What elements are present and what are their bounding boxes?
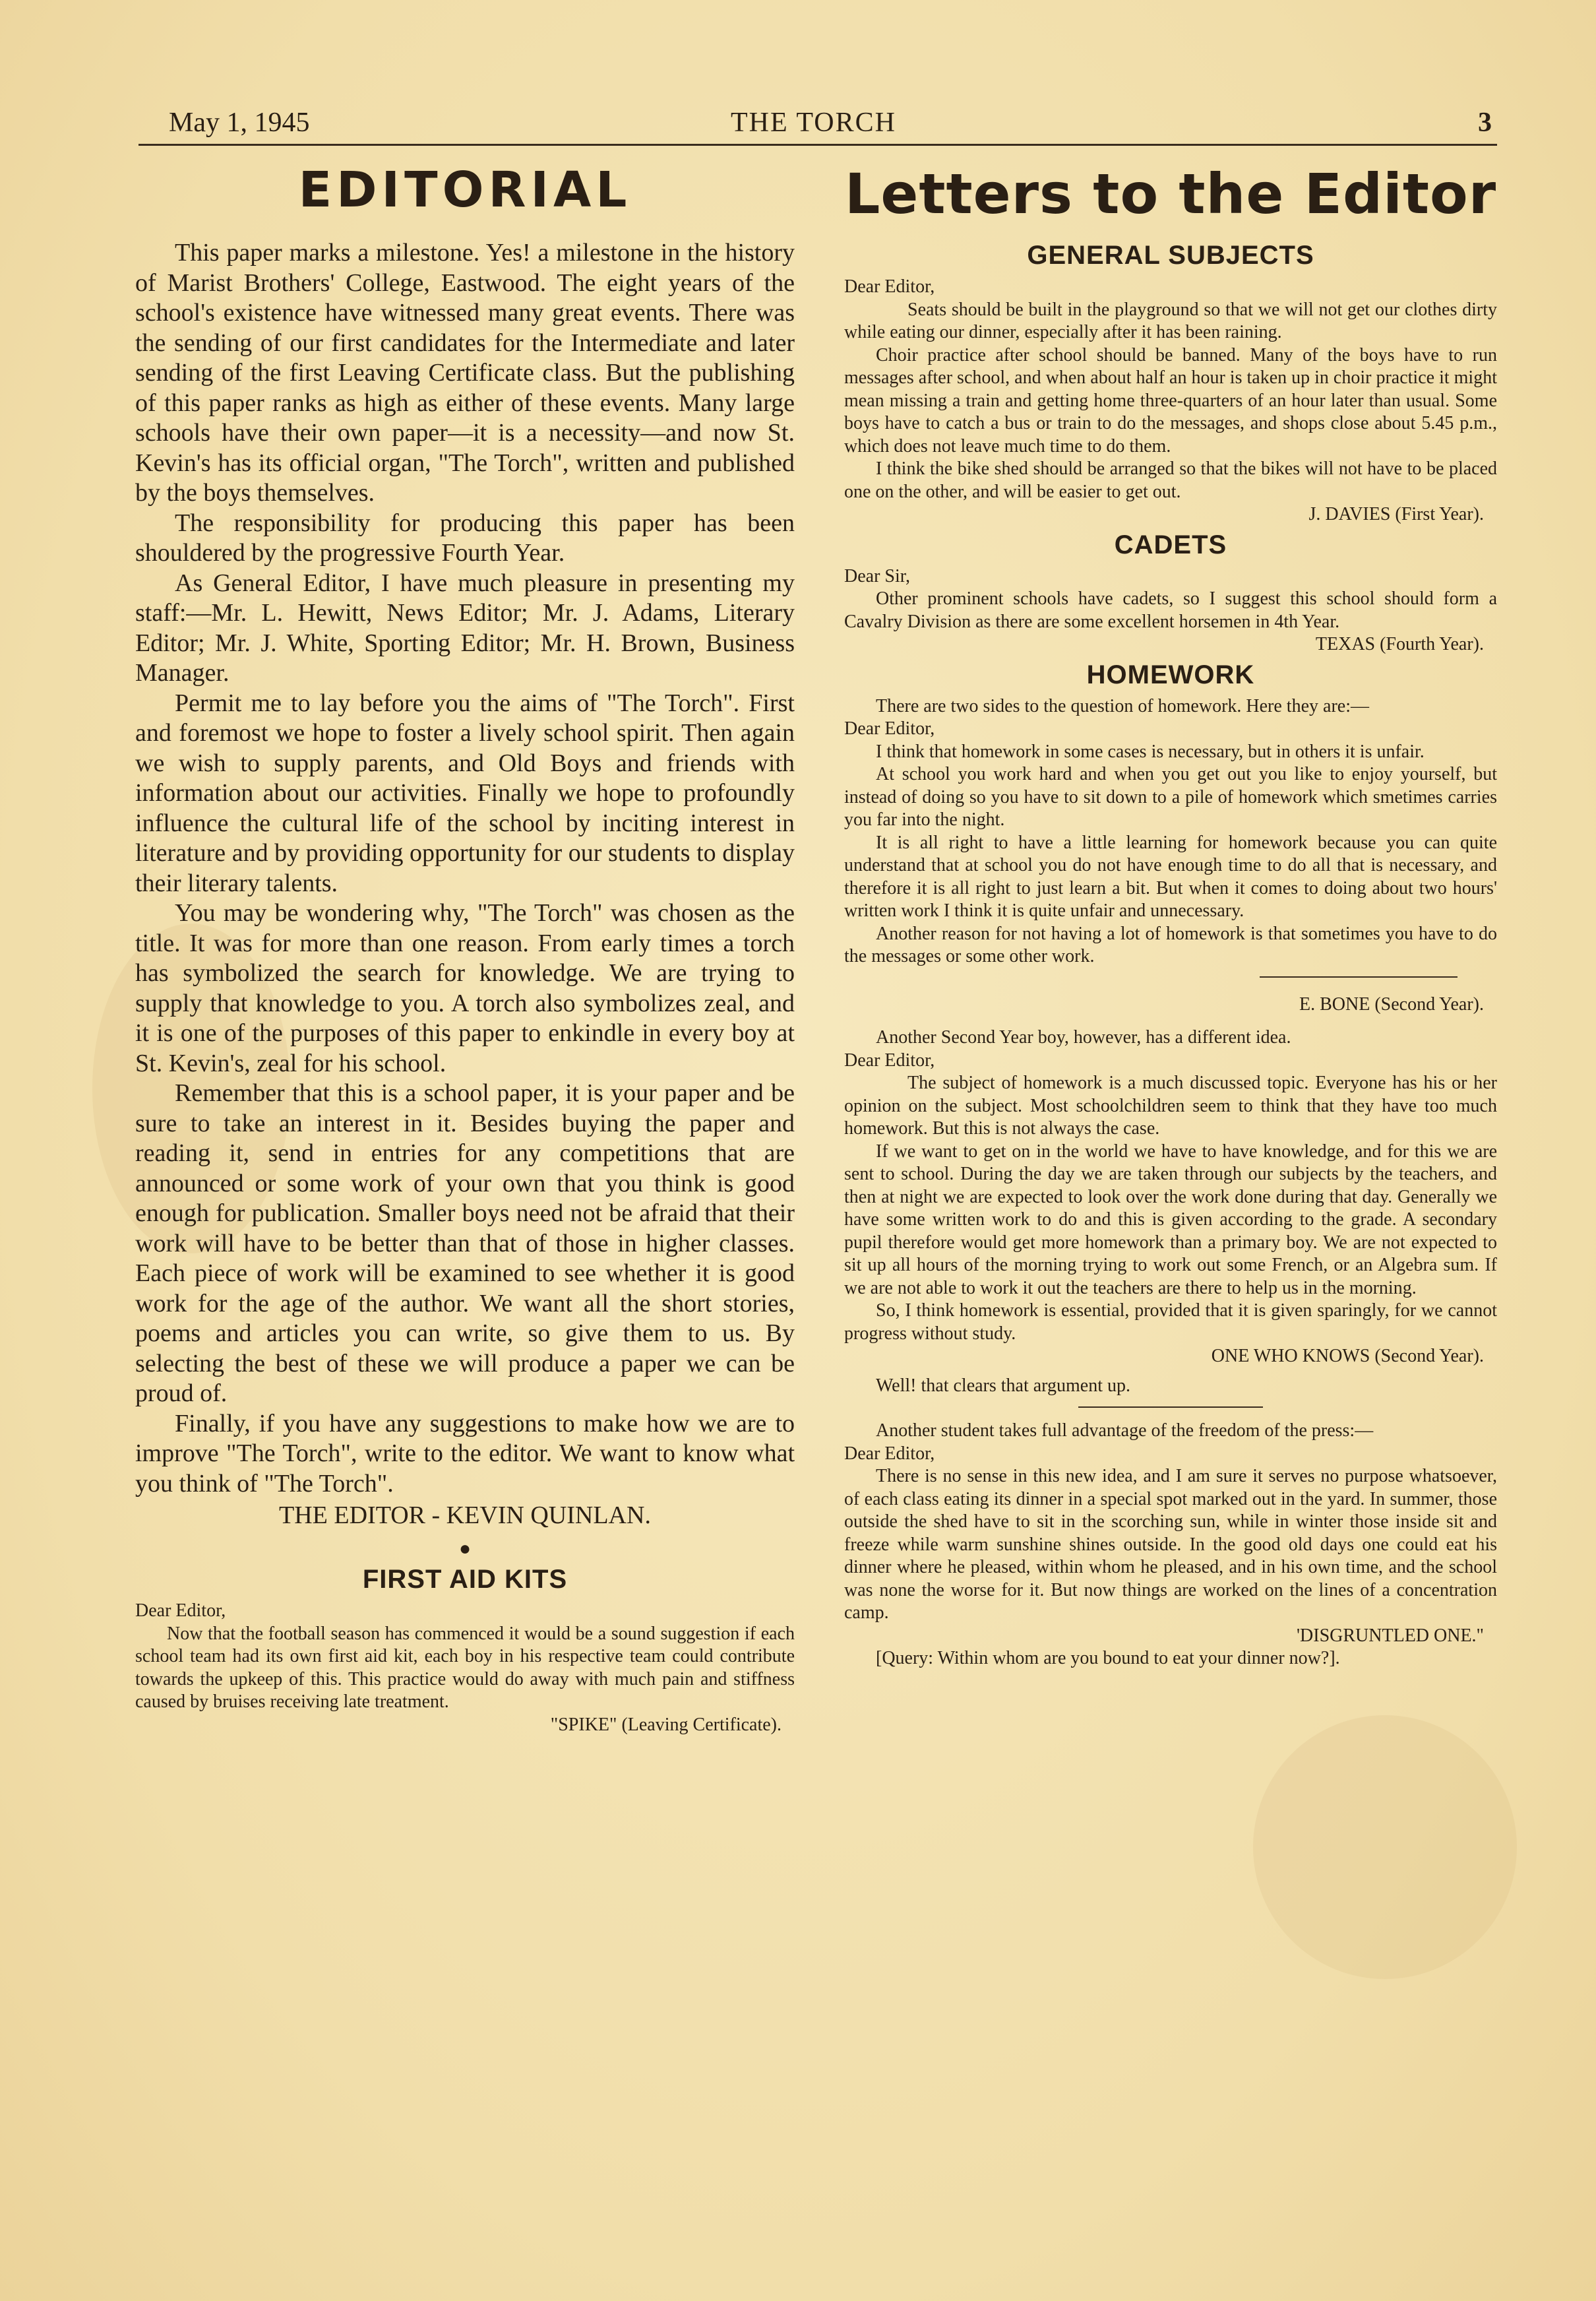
general-subjects-heading: GENERAL SUBJECTS [1027, 241, 1314, 270]
letter-signature: 'DISGRUNTLED ONE." [1296, 1625, 1484, 1646]
letter-paragraph: It is all right to have a little learning for homework because you can quite understand that at school you do not have enough time to do all that is necessary, and therefore it is all right to just learn a bit. But when it comes to doing about two hours' written work I think it is quite unfair and unnecessary. [844, 832, 1497, 921]
letter-paragraph: At school you work hard and when you get out you like to enjoy yourself, but instead of doing so you have to sit down to a pile of homework which smetimes carries you far into the night. [844, 764, 1497, 830]
homework-heading: HOMEWORK [1086, 660, 1255, 689]
letter-paragraph: So, I think homework is essential, provided that it is given sparingly, for we cannot progress without study. [844, 1300, 1497, 1344]
editorial-paragraph: Remember that this is a school paper, it is your paper and be sure to take an interest in it. Besides buying the paper and reading it, send in entries for any competitions that are announced or some work of your own that you think is good enough for publication. Smaller boys need not be afraid that their work will have to be better than that of those in higher classes. Each piece of work will be examined to see whether it is good work for the age of the author. We want all the short stories, poems and articles you can write, so give them to us. By selecting the best of these we will produce a paper we can be proud of. [135, 1079, 795, 1407]
letter-paragraph: I think that homework in some cases is necessary, but in others it is unfair. [876, 741, 1425, 762]
letter-paragraph: Another reason for not having a lot of homework is that sometimes you have to do the messages or some other work. [844, 923, 1497, 966]
homework-letters [844, 695, 1497, 1408]
letter-signature: "SPIKE" (Leaving Certificate). [550, 1714, 782, 1735]
editor-comment: Well! that clears that argument up. [876, 1375, 1130, 1396]
letter-paragraph: Seats should be built in the playground so that we will not get our clothes dirty while eating our dinner, especially after it has been raining. [844, 299, 1497, 342]
letter-paragraph: Choir practice after school should be banned. Many of the boys have to run messages after school, and when about half an hour is taken up in choir practice it might mean missing a train and getting home three-quarters of an hour later than usual. Some boys have to catch a bus or train to do the messages, and shops close about 5.45 p.m., which does not leave much time to do them. [844, 344, 1497, 457]
letter-salutation: Dear Editor, [844, 1443, 935, 1464]
editorial-paragraph: The responsibility for producing this paper has been shouldered by the progressive Fourth Year. [135, 509, 795, 567]
first-aid-heading: FIRST AID KITS [362, 1565, 568, 1594]
editor-query: [Query: Within whom are you bound to eat your dinner now?]. [876, 1648, 1340, 1668]
freedom-letter [844, 1420, 1497, 1670]
masthead [138, 104, 1497, 146]
letter-signature: E. BONE (Second Year). [1299, 993, 1484, 1015]
letter-body: Other prominent schools have cadets, so I suggest this school should form a Cavalry Division as there are some excellent horsemen in 4th Year. [844, 588, 1497, 632]
letter-salutation: Dear Editor, [844, 718, 935, 739]
letter-paragraph: I think the bike shed should be arranged so that the bikes will not have to be placed one on the other, and will be easier to get out. [844, 458, 1497, 502]
letter-body: Now that the football season has commenced it would be a sound suggestion if each school team had its own first aid kit, each boy in his respective team could contribute towards the upkeep of this. This practice would do away with much pain and stiffness caused by bruises receiving late treatment. [135, 1623, 795, 1712]
page-number: 3 [1478, 108, 1492, 138]
letter-signature: J. DAVIES (First Year). [1308, 504, 1484, 524]
letters-column [844, 162, 1497, 1670]
bullet-separator: ● [458, 1538, 472, 1560]
letter-salutation: Dear Editor, [844, 276, 935, 297]
letter-salutation: Dear Editor, [135, 1600, 226, 1621]
section-intro: Another student takes full advantage of the freedom of the press:— [876, 1420, 1374, 1441]
editorial-column [135, 162, 795, 1736]
section-intro: There are two sides to the question of homework. Here they are:— [876, 695, 1369, 716]
editorial-paragraph: Permit me to lay before you the aims of "The Torch". First and foremost we hope to foster a lively school spirit. Then again we wish to supply parents, and Old Boys and friends with information about our activities. Finally we hope to profoundly influence the cultural life of the school by inciting interest in literature and by providing opportunity for our students to display their literary talents. [135, 689, 795, 897]
cadets-heading: CADETS [1114, 530, 1227, 559]
section-intro: Another Second Year boy, however, has a different idea. [876, 1027, 1291, 1048]
newspaper-name: THE TORCH [731, 108, 896, 138]
editorial-paragraph: You may be wondering why, "The Torch" was chosen as the title. It was for more than one reason. From early times a torch has symbolized the search for knowledge. We are trying to supply that knowledge to you. A torch also symbolizes zeal, and it is one of the purposes of this paper to enkindle in every boy at St. Kevin's, zeal for his school. [135, 899, 795, 1077]
divider-rule [1078, 1406, 1263, 1408]
editorial-paragraph: This paper marks a milestone. Yes! a milestone in the history of Marist Brothers' College, Eastwood. The eight years of the school's existence have witnessed many great events. There was the sending of our first candidates for the Intermediate and later sending of the first Leaving Certificate class. But the publishing of this paper ranks as high as either of these events. Many large schools have their own paper—it is a necessity—and now St. Kevin's has its official organ, "The Torch", written and published by the boys themselves. [135, 239, 795, 507]
letter-paragraph: If we want to get on in the world we have to have knowledge, and for this we are sent to school. During the day we are taken through our subjects by the teachers, and then at night we are expected to look over the work done during that day. Generally we have some written work to do and this is given according to the grade. A secondary pupil therefore would get more homework than a primary boy. We are not expected to sit up all hours of the morning trying to work out some French, or an Algebra sum. If we are not able to work it out the teachers are there to help us in the morning. [844, 1141, 1497, 1298]
general-subjects-letter [844, 276, 1497, 526]
letter-signature: TEXAS (Fourth Year). [1315, 634, 1484, 654]
editorial-signature: THE EDITOR - KEVIN QUINLAN. [279, 1501, 651, 1529]
editorial-paragraph: Finally, if you have any suggestions to make how we are to improve "The Torch", write to the editor. We want to know what you think of "The Torch". [135, 1409, 795, 1497]
letter-salutation: Dear Editor, [844, 1050, 935, 1071]
paper-stain [1253, 1715, 1517, 1979]
cadets-letter [844, 565, 1497, 656]
editorial-paragraph: As General Editor, I have much pleasure in presenting my staff:—Mr. L. Hewitt, News Editor; Mr. J. Adams, Literary Editor; Mr. J. White, Sporting Editor; Mr. H. Brown, Business Manager. [135, 569, 795, 687]
divider-rule [1260, 976, 1458, 978]
letter-salutation: Dear Sir, [844, 565, 910, 586]
letter-paragraph: The subject of homework is a much discussed topic. Everyone has his or her opinion on the subject. Most schoolchildren seem to think that they have too much homework. But this is not always the case. [844, 1073, 1497, 1139]
letter-signature: ONE WHO KNOWS (Second Year). [1211, 1346, 1484, 1366]
first-aid-letter [135, 1600, 795, 1736]
letter-body: There is no sense in this new idea, and I am sure it serves no purpose whatsoever, of each class eating its dinner in a special spot marked out in the yard. In summer, those outside the shed have to sit in the scorching sun, while in winter those inside sit and freeze while warm sunshine shines outside. In the good old days one could eat his dinner where he pleased, within whom he pleased, and in his own time, and the school was none the worse for it. But now things are worked on the lines of a concentration camp. [844, 1466, 1497, 1623]
issue-date: May 1, 1945 [169, 108, 310, 138]
letters-title: Letters to the Editor [844, 162, 1497, 226]
editorial-title: EDITORIAL [298, 162, 632, 218]
